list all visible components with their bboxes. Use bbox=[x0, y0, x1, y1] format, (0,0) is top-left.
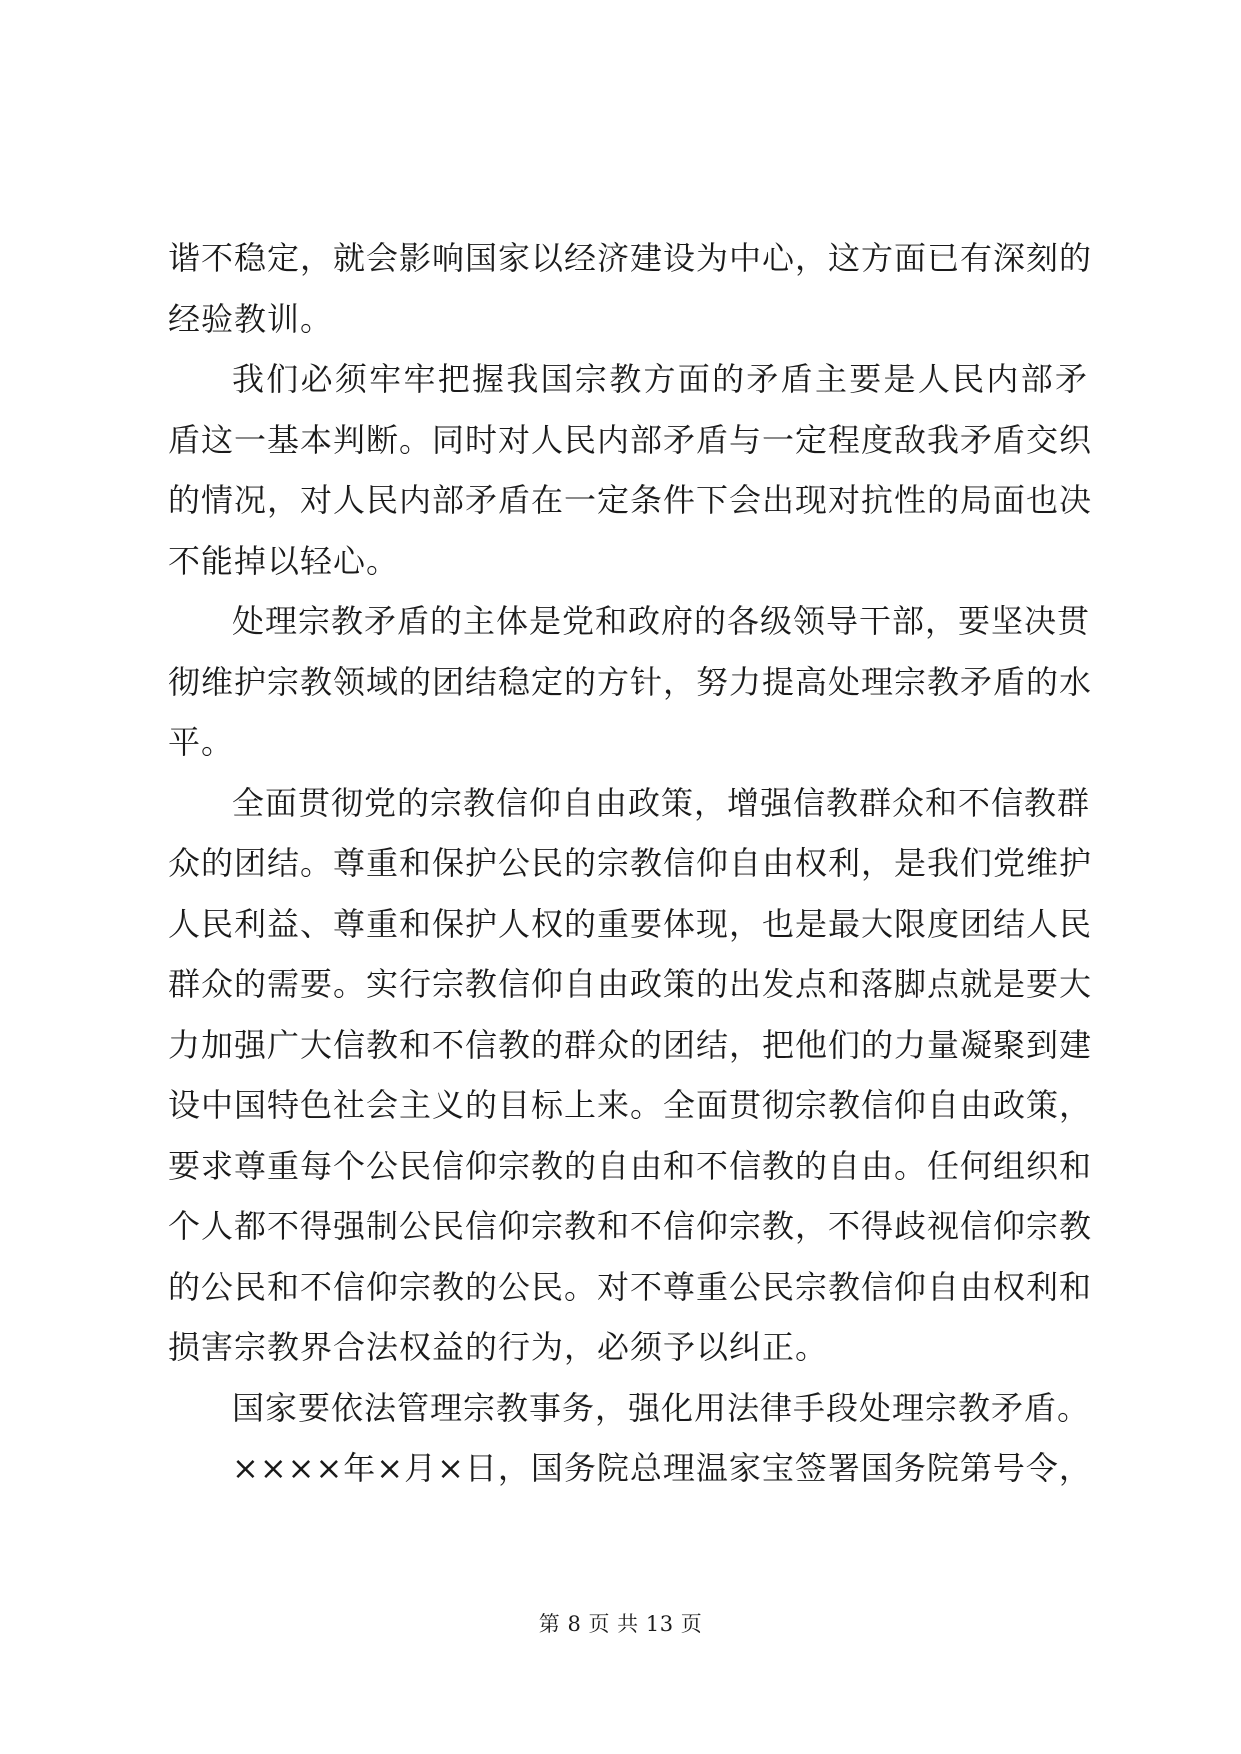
text-line: 平。 bbox=[168, 723, 235, 761]
text-line: 众的团结。尊重和保护公民的宗教信仰自由权利，是我们党维护 bbox=[168, 844, 1093, 882]
text-line: 力加强广大信教和不信教的群众的团结，把他们的力量凝聚到建 bbox=[168, 1025, 1093, 1064]
text-line: 的情况，对人民内部矛盾在一定条件下会出现对抗性的局面也决 bbox=[168, 481, 1093, 519]
text-line: 设中国特色社会主义的目标上来。全面贯彻宗教信仰自由政策， bbox=[168, 1086, 1093, 1124]
paragraph bbox=[168, 591, 1093, 773]
text-line: 处理宗教矛盾的主体是党和政府的各级领导干部，要坚决贯 bbox=[232, 602, 1091, 640]
paragraph bbox=[168, 773, 1093, 1378]
text-line: 群众的需要。实行宗教信仰自由政策的出发点和落脚点就是要大 bbox=[168, 965, 1093, 1003]
text-line: 谐不稳定，就会影响国家以经济建设为中心，这方面已有深刻的 bbox=[168, 239, 1093, 277]
text-line: 全面贯彻党的宗教信仰自由政策，增强信教群众和不信教群 bbox=[232, 783, 1091, 822]
text-line: 经验教训。 bbox=[168, 299, 334, 338]
text-line: 个人都不得强制公民信仰宗教和不信仰宗教，不得歧视信仰宗教 bbox=[168, 1207, 1093, 1245]
text-line: 不能掉以轻心。 bbox=[168, 541, 400, 580]
paragraph bbox=[168, 1438, 1092, 1499]
text-line: 损害宗教界合法权益的行为，必须予以纠正。 bbox=[168, 1328, 829, 1366]
paragraph bbox=[168, 228, 1093, 349]
text-line: 的公民和不信仰宗教的公民。对不尊重公民宗教信仰自由权利和 bbox=[168, 1267, 1093, 1306]
text-line: 盾这一基本判断。同时对人民内部矛盾与一定程度敌我矛盾交织 bbox=[168, 420, 1093, 459]
document-body bbox=[168, 228, 1093, 1499]
page-number-footer: 第 8 页 共 13 页 bbox=[538, 1612, 703, 1636]
text-line: 要求尊重每个公民信仰宗教的自由和不信教的自由。任何组织和 bbox=[168, 1146, 1093, 1185]
text-line: ××××年×月×日，国务院总理温家宝签署国务院第号令， bbox=[232, 1449, 1092, 1487]
paragraph bbox=[168, 1378, 1091, 1439]
paragraph bbox=[168, 349, 1093, 591]
text-line: 国家要依法管理宗教事务，强化用法律手段处理宗教矛盾。 bbox=[232, 1388, 1091, 1427]
text-line: 彻维护宗教领域的团结稳定的方针，努力提高处理宗教矛盾的水 bbox=[168, 662, 1093, 701]
text-line: 人民利益、尊重和保护人权的重要体现，也是最大限度团结人民 bbox=[168, 904, 1093, 943]
text-line: 我们必须牢牢把握我国宗教方面的矛盾主要是人民内部矛 bbox=[232, 360, 1088, 398]
